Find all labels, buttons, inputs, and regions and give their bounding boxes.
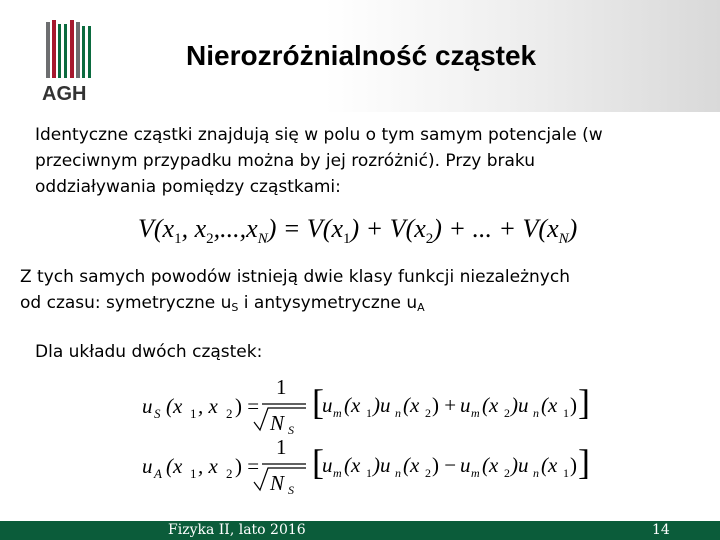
- paragraph-2-line-2: od czasu: symetryczne $u_S$ i antysymetryczne $u_A$: [20, 293, 425, 314]
- svg-text:) −: ) −: [432, 453, 457, 477]
- svg-text:]: ]: [578, 382, 590, 422]
- svg-text:)u: )u: [373, 453, 391, 477]
- page-number: 14: [652, 522, 670, 538]
- svg-text:[: [: [312, 382, 324, 422]
- svg-text:) =: ) =: [235, 394, 260, 418]
- paragraph-1-line-2: przeciwnym przypadku można by jej rozróżnić). Przy braku: [35, 151, 536, 171]
- svg-text:u: u: [142, 394, 153, 418]
- svg-text:): ): [570, 393, 577, 417]
- svg-text:u: u: [460, 453, 471, 477]
- svg-text:u: u: [322, 453, 333, 477]
- svg-text:1: 1: [276, 435, 287, 459]
- svg-text:)u: )u: [373, 393, 391, 417]
- svg-text:S: S: [288, 423, 294, 437]
- svg-text:) =: ) =: [235, 454, 260, 478]
- svg-text:2: 2: [504, 406, 510, 420]
- agh-logo: [40, 18, 100, 108]
- svg-text:2: 2: [504, 466, 510, 480]
- svg-text:): ): [570, 453, 577, 477]
- formula-potential: $V(x_1$, $x_2,...,x_N) = V(x_1) + V(x_2)$ + ... + $V(x_N)$: [138, 214, 578, 248]
- svg-text:n: n: [395, 406, 401, 420]
- svg-text:(x: (x: [482, 453, 499, 477]
- svg-text:S: S: [154, 406, 161, 421]
- svg-text:)u: )u: [511, 393, 529, 417]
- svg-text:1: 1: [563, 466, 569, 480]
- svg-text:S: S: [288, 483, 294, 497]
- svg-text:(x: (x: [166, 394, 183, 418]
- svg-text:(x: (x: [482, 393, 499, 417]
- formula-wavefunctions: [138, 372, 598, 502]
- svg-text:A: A: [154, 466, 162, 481]
- svg-text:m: m: [471, 466, 480, 480]
- footer-bar: [0, 521, 720, 540]
- paragraph-2: [20, 264, 570, 321]
- svg-text:(x: (x: [344, 453, 361, 477]
- svg-text:2: 2: [226, 406, 233, 421]
- svg-text:]: ]: [578, 442, 590, 482]
- logo-text: AGH: [42, 83, 87, 105]
- svg-text:n: n: [533, 466, 539, 480]
- svg-text:N: N: [270, 471, 285, 495]
- svg-text:2: 2: [226, 466, 233, 481]
- svg-text:[: [: [312, 442, 324, 482]
- svg-text:(x: (x: [344, 393, 361, 417]
- svg-text:(x: (x: [541, 393, 558, 417]
- svg-text:2: 2: [425, 466, 431, 480]
- slide-title: Nierozróżnialność cząstek: [186, 40, 537, 71]
- svg-text:m: m: [333, 406, 342, 420]
- svg-text:u: u: [142, 454, 153, 478]
- svg-text:(x: (x: [403, 453, 420, 477]
- svg-text:u: u: [460, 393, 471, 417]
- svg-text:) +: ) +: [432, 393, 457, 417]
- svg-text:m: m: [333, 466, 342, 480]
- svg-text:N: N: [270, 411, 285, 435]
- svg-text:u: u: [322, 393, 333, 417]
- footer-label: Fizyka II, lato 2016: [168, 522, 306, 538]
- svg-text:(x: (x: [166, 454, 183, 478]
- svg-text:, x: , x: [198, 454, 218, 478]
- svg-text:1: 1: [366, 406, 372, 420]
- svg-text:1: 1: [276, 375, 287, 399]
- svg-text:)u: )u: [511, 453, 529, 477]
- svg-text:m: m: [471, 406, 480, 420]
- svg-text:n: n: [533, 406, 539, 420]
- svg-text:(x: (x: [403, 393, 420, 417]
- svg-text:1: 1: [366, 466, 372, 480]
- svg-text:2: 2: [425, 406, 431, 420]
- svg-text:, x: , x: [198, 394, 218, 418]
- svg-text:n: n: [395, 466, 401, 480]
- svg-text:1: 1: [190, 466, 197, 481]
- svg-text:1: 1: [190, 406, 197, 421]
- paragraph-1-line-3: oddziaływania pomiędzy cząstkami:: [35, 177, 341, 197]
- paragraph-3: Dla układu dwóch cząstek:: [35, 342, 263, 362]
- svg-text:(x: (x: [541, 453, 558, 477]
- paragraph-1: [35, 122, 603, 200]
- svg-text:1: 1: [563, 406, 569, 420]
- paragraph-2-line-1: Z tych samych powodów istnieją dwie klasy funkcji niezależnych: [20, 267, 570, 287]
- paragraph-1-line-1: Identyczne cząstki znajdują się w polu o tym samym potencjale (w: [35, 125, 603, 145]
